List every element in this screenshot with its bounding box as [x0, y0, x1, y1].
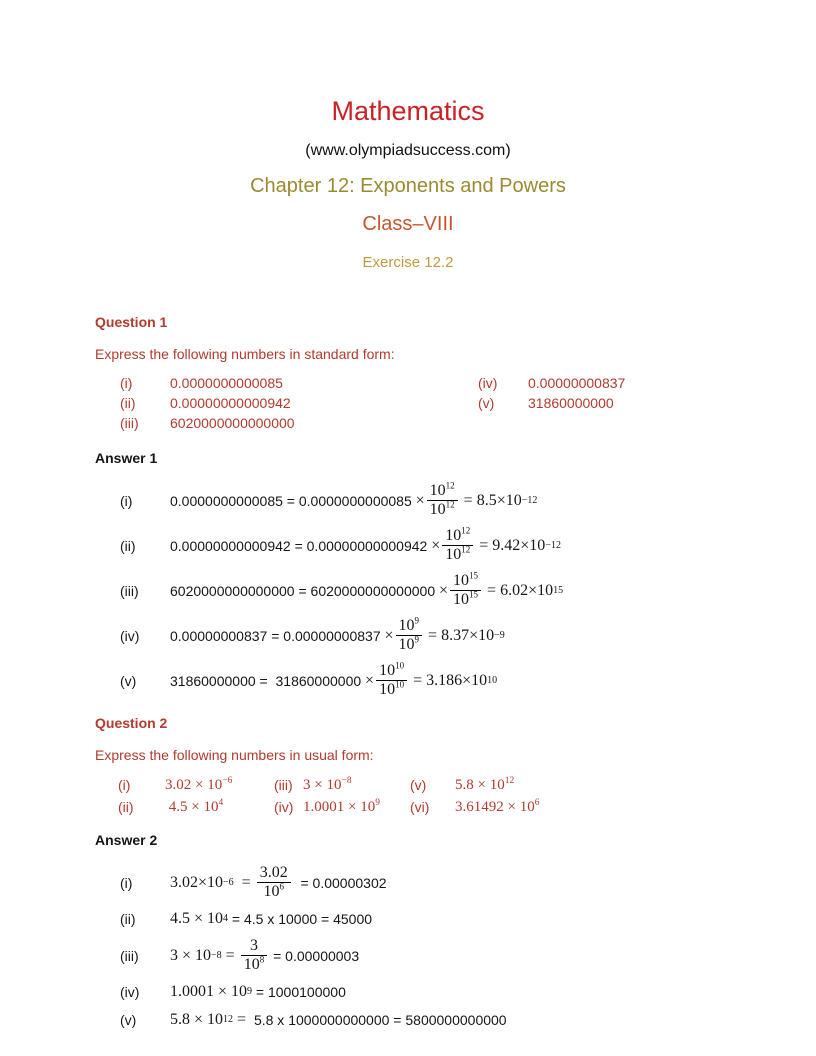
math-expression: 0.0000000000085 = 0.0000000000085 × $\frac{10^{12}}{10^{12}}$ = 8.5×10 −12: [170, 480, 538, 518]
answer-row: [95, 905, 721, 933]
question-item: [410, 775, 721, 796]
item-value: $3.02 \times 10^{-6}$: [165, 776, 233, 793]
plain-text: 31860000000 = 31860000000: [170, 672, 366, 689]
math-text: =: [475, 536, 493, 554]
item-label: (i): [120, 375, 133, 391]
plain-text: 5.8 x 1000000000000 = 5800000000000: [250, 1012, 507, 1028]
item-label: (iv): [274, 799, 294, 815]
math-text: 3.186×10: [426, 671, 488, 689]
question-item: [274, 797, 410, 818]
item-value: 0.00000000000942: [170, 395, 291, 411]
item-label: (ii): [120, 537, 136, 554]
question-1-right-column: [478, 374, 721, 434]
math-text: 8.5×10: [476, 491, 522, 509]
exponent: 6: [534, 798, 540, 808]
math-expression: 1.0001 × 10 9 = 1000100000: [170, 983, 346, 1000]
question-item: [118, 797, 274, 818]
fraction-numerator: $10^{10}$: [376, 662, 407, 681]
exponent: 4: [218, 798, 224, 808]
plain-text: 0.00000000837 = 0.00000000837: [170, 627, 385, 644]
answer-2-heading: Answer 2: [95, 832, 158, 848]
math-expression: 0.00000000000942 = 0.00000000000942 × $\frac{10^{12}}{10^{12}}$ = 9.42×10 −12: [170, 525, 561, 563]
question-item: [478, 394, 721, 413]
exponent: 6: [279, 881, 284, 892]
exercise-title: Exercise 12.2: [362, 254, 454, 271]
class-title: Class–VIII: [362, 213, 454, 235]
item-label: (i): [120, 874, 133, 891]
question-1-section: [95, 314, 721, 434]
fraction-denominator: $10^9$: [398, 634, 420, 653]
answer-2-section: [95, 832, 721, 1034]
item-label: (i): [120, 492, 133, 509]
item-label: (iii): [274, 777, 293, 793]
item-label: (iv): [120, 984, 140, 1000]
exponent: 8: [259, 954, 265, 965]
exponent: 10: [395, 679, 405, 690]
item-label: (i): [118, 777, 131, 793]
answer-row: [95, 933, 721, 978]
fraction-denominator: $10^{10}$: [379, 679, 405, 698]
fraction-denominator: $10^{12}$: [429, 499, 455, 518]
item-label: (v): [410, 777, 427, 793]
plain-text: 0.00000000000942 = 0.00000000000942: [170, 537, 432, 554]
plain-text: 6020000000000000 = 6020000000000000: [170, 582, 440, 599]
exponent: −6: [222, 776, 233, 786]
page-title: Mathematics: [331, 96, 485, 126]
website-line: (www.olympiadsuccess.com): [305, 142, 511, 159]
item-value: $3.61492 \times 10^6$: [455, 798, 540, 815]
math-text: 9.42×10: [492, 536, 546, 554]
math-text: 3.02×10: [170, 873, 224, 891]
item-label: (v): [120, 672, 137, 689]
exponent: 12: [445, 480, 455, 491]
fraction: [257, 864, 291, 902]
answer-row: [95, 478, 721, 523]
math-expression: 3.02×10 −6 = $\frac{3.02}{10^6}$ = 0.00000302: [170, 863, 387, 900]
question-2-heading: Question 2: [95, 715, 168, 731]
exponent: 9: [414, 634, 420, 645]
question-item: [118, 775, 274, 796]
question-2-column: [274, 775, 410, 819]
answer-row: [95, 978, 721, 1006]
fraction-denominator: $10^{12}$: [445, 544, 471, 563]
fraction-numerator: $10^{15}$: [450, 572, 481, 591]
answer-1-rows: [95, 478, 721, 703]
question-2-column: [410, 775, 721, 819]
question-item: [120, 394, 478, 413]
question-2-grid: [95, 775, 721, 819]
item-label: (ii): [120, 911, 136, 927]
item-label: (iv): [120, 627, 140, 644]
exponent: 12: [504, 776, 515, 786]
plain-text: = 4.5 x 10000 = 45000: [228, 911, 373, 927]
fraction: [427, 482, 458, 520]
fraction-numerator: $10^{12}$: [442, 527, 473, 546]
exponent: 12: [461, 544, 471, 555]
answer-row: [95, 860, 721, 905]
math-text: ×: [384, 626, 394, 644]
question-item: [120, 374, 478, 393]
math-text: ×: [415, 491, 425, 509]
fraction: [241, 937, 268, 975]
question-2-section: [95, 715, 721, 819]
math-expression: 31860000000 = 31860000000 × $\frac{10^{10}}{10^{10}}$ = 3.186×10 10: [170, 660, 498, 698]
document-header: [0, 0, 816, 271]
question-1-left-column: [95, 374, 478, 434]
item-label: (v): [120, 1012, 137, 1028]
exponent: 9: [375, 798, 380, 808]
answer-1-heading: Answer 1: [95, 450, 158, 466]
answer-row: [95, 1006, 721, 1034]
item-value: 0.0000000000085: [170, 375, 283, 391]
question-1-items: [95, 374, 721, 434]
math-text: =: [233, 873, 255, 891]
question-1-prompt: Express the following numbers in standard form:: [95, 346, 395, 362]
fraction-numerator: 3: [241, 937, 268, 956]
item-label: (ii): [118, 799, 134, 815]
item-label: (iii): [120, 415, 139, 431]
answer-1-section: [95, 450, 721, 703]
fraction-denominator: $10^8$: [243, 954, 265, 973]
chapter-title: Chapter 12: Exponents and Powers: [250, 175, 566, 197]
question-item: [410, 797, 721, 818]
plain-text: = 1000100000: [252, 984, 346, 1000]
fraction-denominator: $10^6$: [263, 881, 284, 900]
item-label: (ii): [120, 395, 136, 411]
exponent: 15: [469, 589, 479, 600]
answer-row: [95, 613, 721, 658]
plain-text: = 0.00000302: [292, 874, 387, 891]
item-label: (vi): [410, 799, 430, 815]
exponent: 12: [445, 499, 455, 510]
plain-text: = 0.00000003: [269, 947, 360, 964]
math-text: =: [483, 581, 501, 599]
answer-row: [95, 658, 721, 703]
fraction-numerator: 3.02: [257, 864, 291, 883]
math-text: =: [459, 491, 477, 509]
math-text: 5.8 × 10: [170, 1011, 224, 1028]
exponent: 9: [414, 615, 420, 626]
fraction-numerator: $10^9$: [396, 617, 423, 636]
fraction-denominator: $10^{15}$: [453, 589, 479, 608]
math-expression: 5.8 × 10 12 = 5.8 x 1000000000000 = 5800000000000: [170, 1011, 507, 1028]
question-2-column: [95, 775, 274, 819]
item-label: (iii): [120, 582, 139, 599]
item-value: 0.00000000837: [528, 375, 626, 391]
item-value: $4.5 \times 10^4$: [165, 798, 224, 815]
answer-row: [95, 568, 721, 613]
item-value: $1.0001 \times 10^9$: [303, 798, 380, 815]
math-text: =: [221, 946, 239, 964]
fraction: [396, 617, 423, 655]
math-expression: 6020000000000000 = 6020000000000000 × $\frac{10^{15}}{10^{15}}$ = 6.02×10 15: [170, 570, 564, 608]
math-text: 3 × 10: [170, 946, 212, 964]
exponent: −8: [341, 776, 352, 786]
math-expression: 0.00000000837 = 0.00000000837 × $\frac{10^9}{10^9}$ = 8.37×10 −9: [170, 615, 505, 653]
question-item: [274, 775, 410, 796]
question-item: [120, 414, 478, 433]
math-text: ×: [439, 581, 449, 599]
math-expression: 4.5 × 10 4 = 4.5 x 10000 = 45000: [170, 910, 373, 927]
document-body: [0, 314, 816, 1034]
math-text: 6.02×10: [500, 581, 554, 599]
math-text: ×: [365, 671, 375, 689]
fraction-numerator: $10^{12}$: [427, 482, 458, 501]
item-label: (v): [478, 395, 495, 411]
exponent: 12: [461, 525, 471, 536]
question-1-heading: Question 1: [95, 314, 168, 330]
fraction: [376, 662, 407, 700]
answer-2-rows: [95, 860, 721, 1034]
fraction: [450, 572, 481, 610]
fraction: [442, 527, 473, 565]
math-text: 8.37×10: [441, 626, 495, 644]
exponent: 15: [469, 570, 479, 581]
math-text: =: [409, 671, 427, 689]
math-expression: 3 × 10 −8 = $\frac{3}{10^8}$ = 0.00000003: [170, 936, 360, 973]
item-value: 31860000000: [528, 395, 614, 411]
answer-row: [95, 523, 721, 568]
math-text: =: [233, 1011, 251, 1028]
exponent: 10: [395, 660, 405, 671]
math-text: 1.0001 × 10: [170, 983, 248, 1000]
item-value: $3 \times 10^{-8}$: [303, 776, 352, 793]
question-item: [478, 374, 721, 393]
item-label: (iv): [478, 375, 498, 391]
item-value: $5.8 \times 10^{12}$: [455, 776, 515, 793]
item-label: (iii): [120, 947, 139, 964]
math-text: =: [424, 626, 442, 644]
math-text: ×: [431, 536, 441, 554]
math-text: 4.5 × 10: [170, 910, 224, 927]
item-value: 6020000000000000: [170, 415, 295, 431]
plain-text: 0.0000000000085 = 0.0000000000085: [170, 492, 416, 509]
question-2-prompt: Express the following numbers in usual form:: [95, 747, 374, 763]
